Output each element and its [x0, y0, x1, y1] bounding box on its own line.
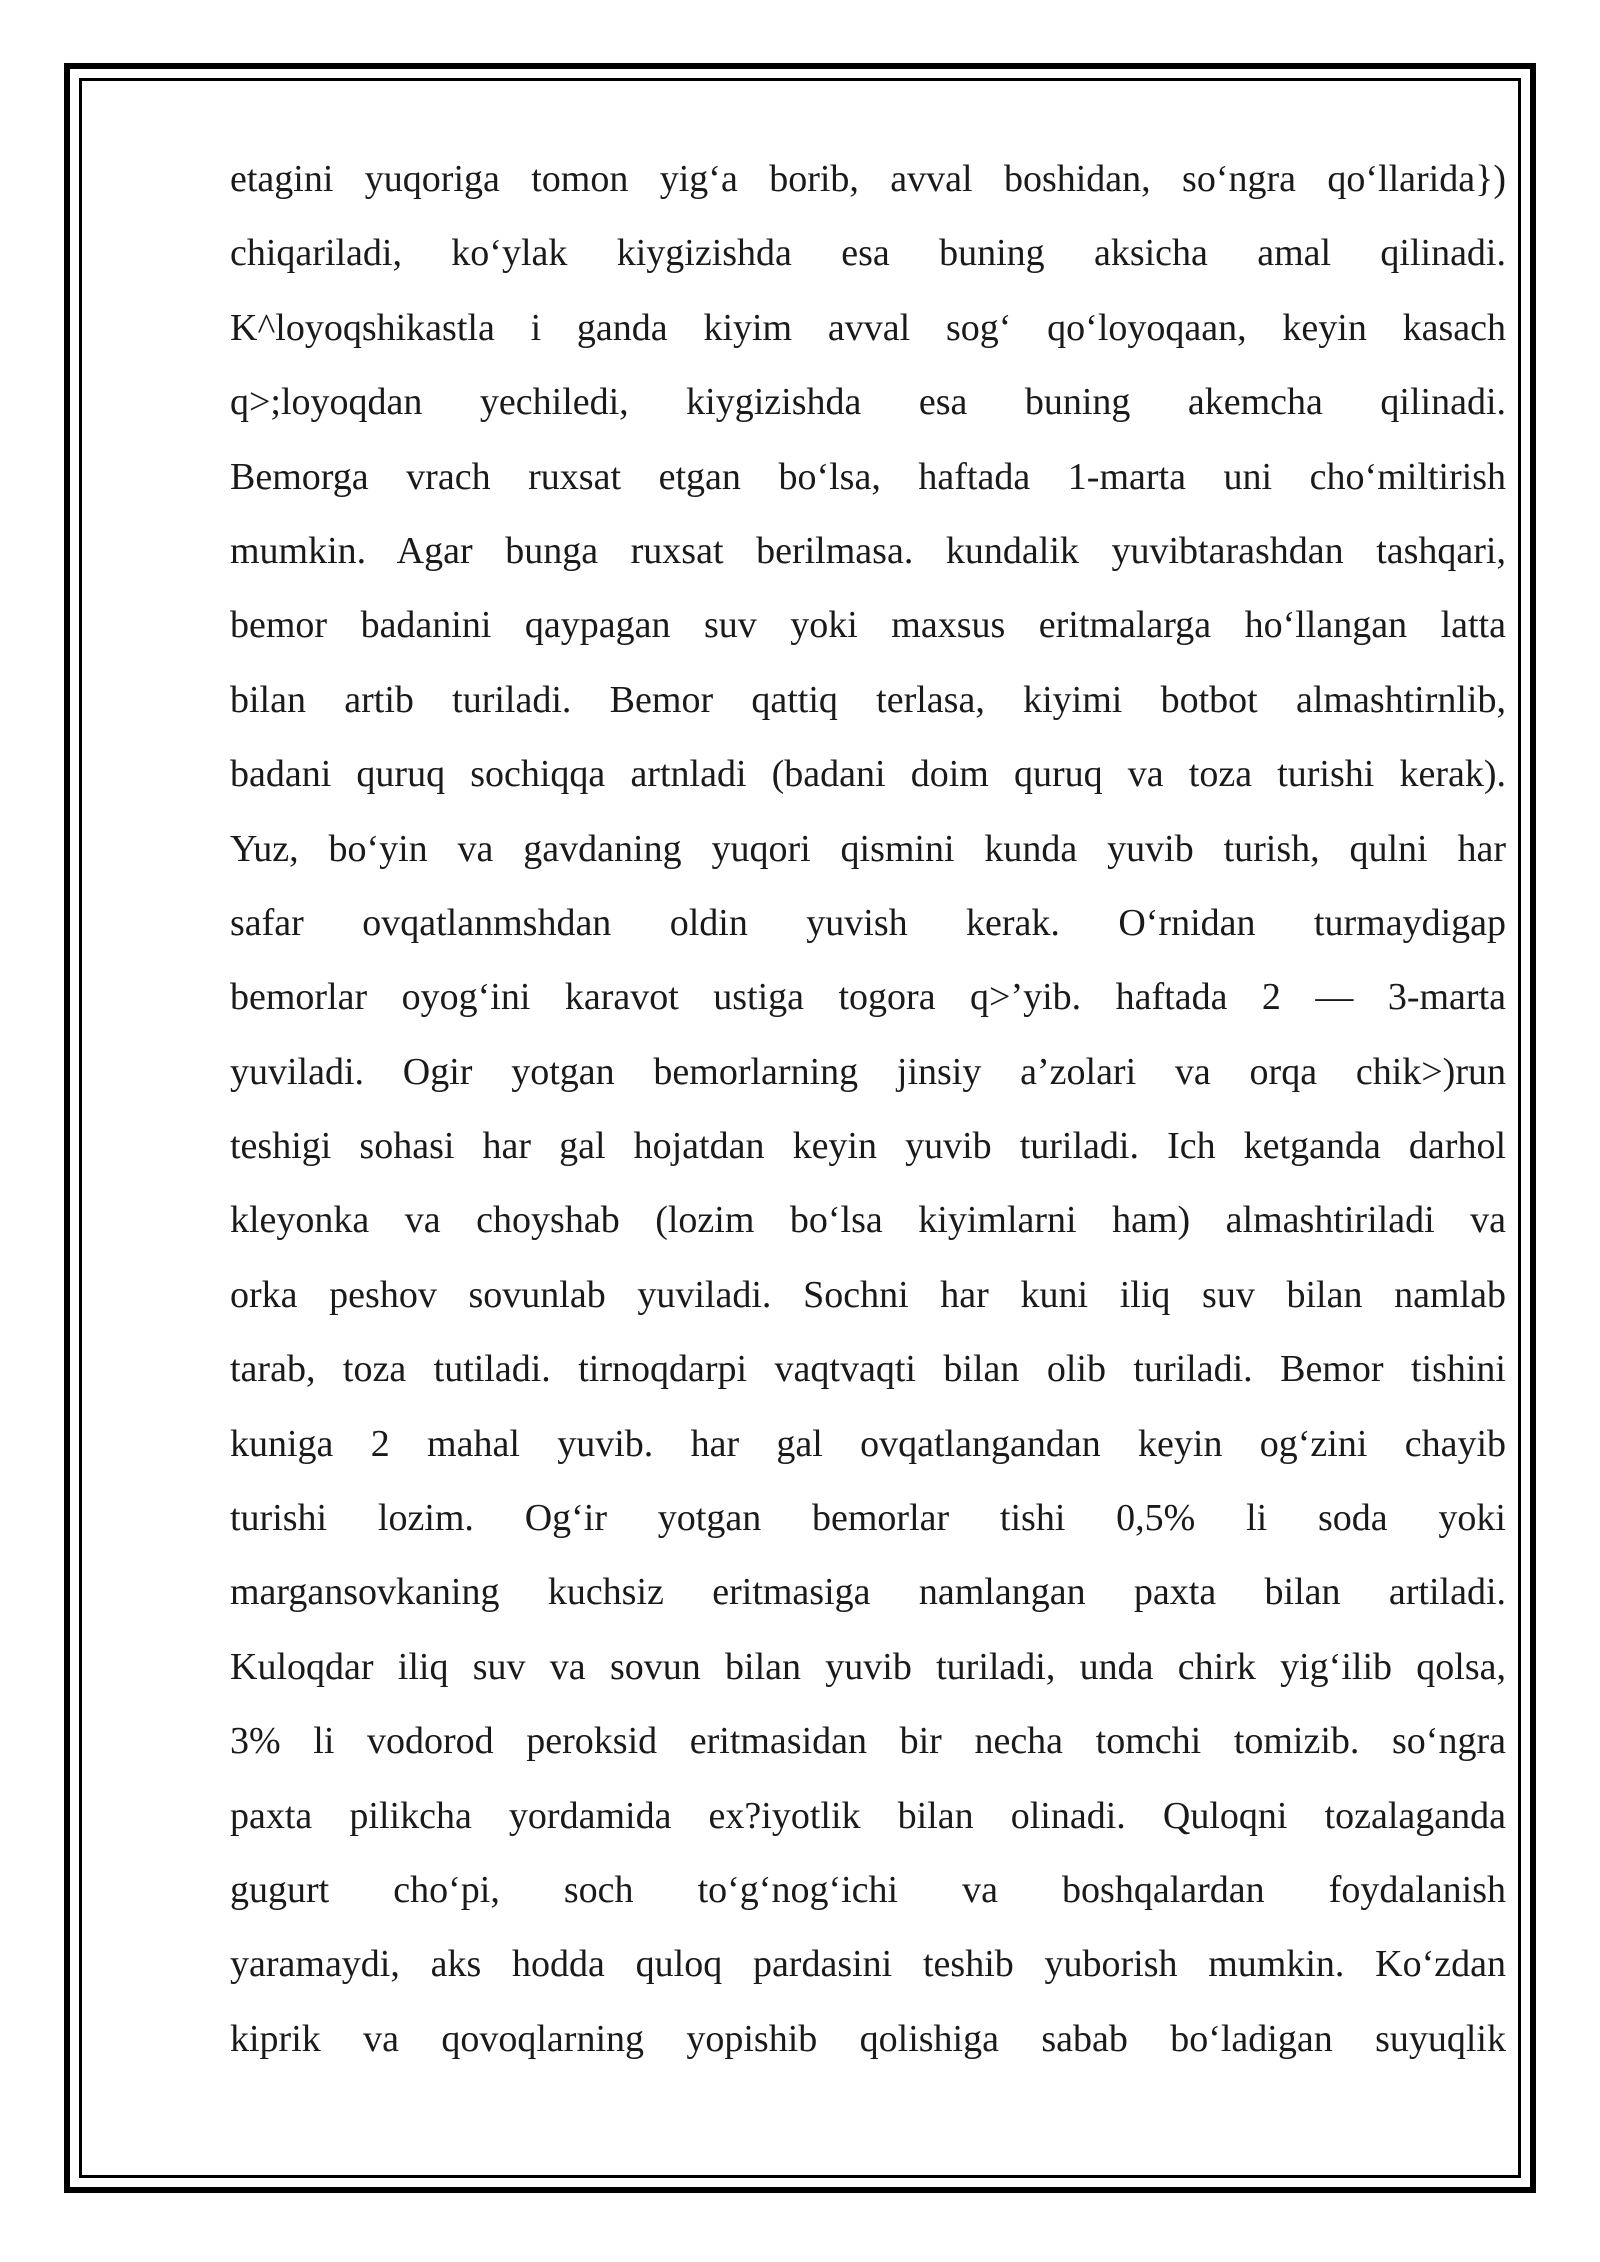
- text-line: paxta pilikcha yordamida ex?iyotlik bilan olinadi. Quloqni tozalaganda: [230, 1794, 1506, 1837]
- text-line: kleyonka va choyshab (lozim bo‘lsa kiyimlarni ham) almashtiriladi va: [230, 1199, 1506, 1242]
- text-line: yaramaydi, aks hodda quloq pardasini teshib yuborish mumkin. Ko‘zdan: [230, 1943, 1506, 1986]
- text-line: tarab, toza tutiladi. tirnoqdarpi vaqtvaqti bilan olib turiladi. Bemor tishini: [230, 1348, 1506, 1391]
- text-line: chiqariladi, ko‘ylak kiygizishda esa buning aksicha amal qilinadi.: [230, 232, 1506, 275]
- text-line: Bemorga vrach ruxsat etgan bo‘lsa, haftada 1-marta uni cho‘miltirish: [230, 455, 1506, 498]
- text-line: Kuloqdar iliq suv va sovun bilan yuvib turiladi, unda chirk yig‘ilib qolsa,: [230, 1645, 1506, 1688]
- body-text: [230, 142, 1506, 2076]
- text-line: gugurt cho‘pi, soch to‘g‘nog‘ichi va boshqalardan foydalanish: [230, 1868, 1506, 1911]
- text-line: margansovkaning kuchsiz eritmasiga namlangan paxta bilan artiladi.: [230, 1571, 1506, 1614]
- text-line: etagini yuqoriga tomon yig‘a borib, avval boshidan, so‘ngra qo‘llarida}): [230, 158, 1506, 200]
- text-line: mumkin. Agar bunga ruxsat berilmasa. kundalik yuvibtarashdan tashqari,: [230, 529, 1506, 572]
- text-line: K^loyoqshikastla i ganda kiyim avval sog‘ qo‘loyoqaan, keyin kasach: [230, 306, 1506, 349]
- text-line: bemorlar oyog‘ini karavot ustiga togora q>’yib. haftada 2 — 3-marta: [230, 976, 1506, 1019]
- text-line: yuviladi. Ogir yotgan bemorlarning jinsiy a’zolari va orqa chik>)run: [230, 1050, 1506, 1093]
- text-line: teshigi sohasi har gal hojatdan keyin yuvib turiladi. Ich ketganda darhol: [230, 1125, 1506, 1168]
- text-line: bemor badanini qaypagan suv yoki maxsus eritmalarga ho‘llangan latta: [230, 604, 1506, 647]
- text-line: bilan artib turiladi. Bemor qattiq terlasa, kiyimi botbot almashtirnlib,: [230, 678, 1506, 721]
- text-line: badani quruq sochiqqa artnladi (badani doim quruq va toza turishi kerak).: [230, 753, 1506, 796]
- text-line: kuniga 2 mahal yuvib. har gal ovqatlangandan keyin og‘zini chayib: [230, 1422, 1506, 1465]
- text-line: safar ovqatlanmshdan oldin yuvish kerak. O‘rnidan turmaydigap: [230, 901, 1506, 944]
- text-line: kiprik va qovoqlarning yopishib qolishiga sabab bo‘ladigan suyuqlik: [230, 2017, 1506, 2060]
- text-line: Yuz, bo‘yin va gavdaning yuqori qismini kunda yuvib turish, qulni har: [230, 827, 1506, 870]
- text-line: 3% li vodorod peroksid eritmasidan bir necha tomchi tomizib. so‘ngra: [230, 1720, 1506, 1763]
- text-line: orka peshov sovunlab yuviladi. Sochni har kuni iliq suv bilan namlab: [230, 1273, 1506, 1316]
- text-line: q>;loyoqdan yechiledi, kiygizishda esa buning akemcha qilinadi.: [230, 381, 1506, 424]
- text-line: turishi lozim. Og‘ir yotgan bemorlar tishi 0,5% li soda yoki: [230, 1497, 1506, 1540]
